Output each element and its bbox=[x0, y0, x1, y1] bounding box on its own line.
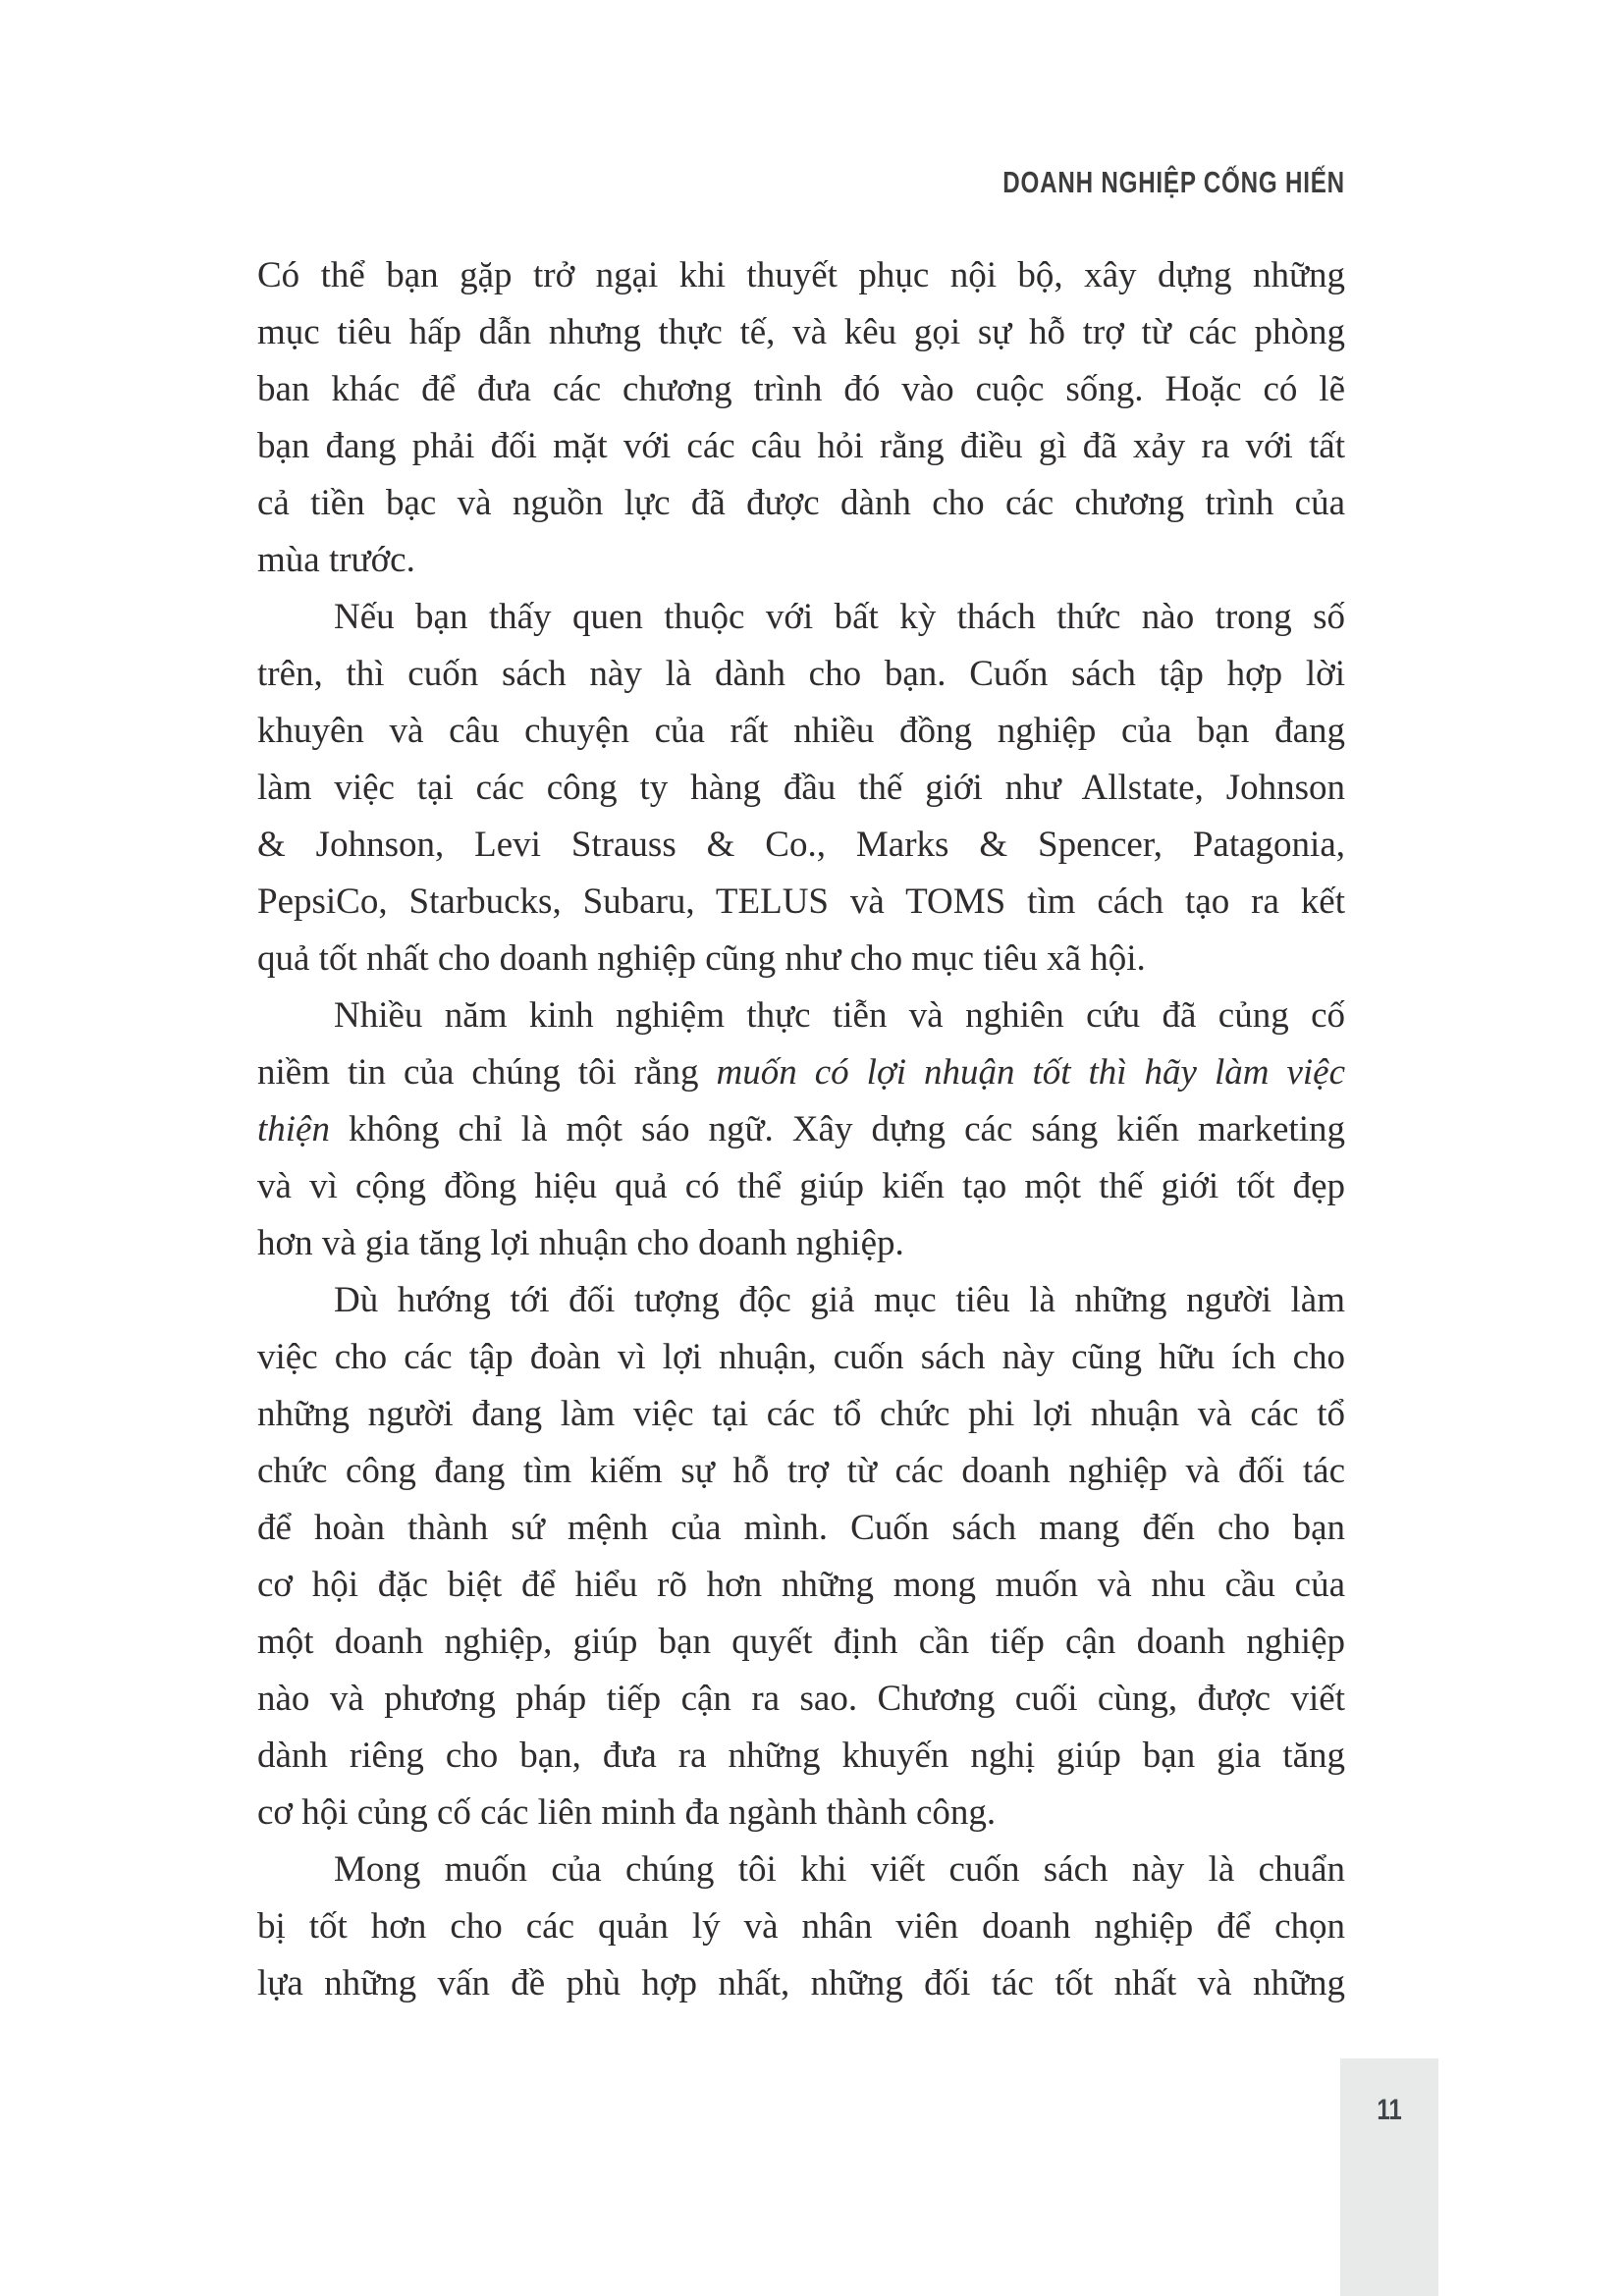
text-line: một doanh nghiệp, giúp bạn quyết định cần tiếp cận doanh nghiệp bbox=[257, 1622, 1345, 1662]
body-text bbox=[257, 247, 1345, 2012]
text-line: Dù hướng tới đối tượng độc giả mục tiêu là những người làm bbox=[334, 1280, 1345, 1320]
text-line: trên, thì cuốn sách này là dành cho bạn. Cuốn sách tập hợp lời bbox=[257, 654, 1345, 694]
text-line: cả tiền bạc và nguồn lực đã được dành cho các chương trình của bbox=[257, 483, 1345, 523]
text-line: khuyên và câu chuyện của rất nhiều đồng nghiệp của bạn đang bbox=[257, 711, 1345, 751]
text-line: những người đang làm việc tại các tổ chức phi lợi nhuận và các tổ bbox=[257, 1394, 1345, 1434]
text-line: để hoàn thành sứ mệnh của mình. Cuốn sách mang đến cho bạn bbox=[257, 1508, 1345, 1548]
text-line: Mong muốn của chúng tôi khi viết cuốn sách này là chuẩn bbox=[334, 1849, 1345, 1890]
text-line: thiện không chỉ là một sáo ngữ. Xây dựng các sáng kiến marketing bbox=[257, 1109, 1345, 1149]
text-line: nào và phương pháp tiếp cận ra sao. Chương cuối cùng, được viết bbox=[257, 1679, 1345, 1719]
text-line: chức công đang tìm kiếm sự hỗ trợ từ các doanh nghiệp và đối tác bbox=[257, 1451, 1345, 1491]
text-line: Nếu bạn thấy quen thuộc với bất kỳ thách thức nào trong số bbox=[334, 597, 1345, 637]
text-line: mục tiêu hấp dẫn nhưng thực tế, và kêu gọi sự hỗ trợ từ các phòng bbox=[257, 312, 1345, 352]
page-number: 11 bbox=[1377, 2094, 1402, 2126]
text-line: & Johnson, Levi Strauss & Co., Marks & Spencer, Patagonia, bbox=[257, 825, 1345, 865]
text-line: PepsiCo, Starbucks, Subaru, TELUS và TOMS tìm cách tạo ra kết bbox=[257, 881, 1345, 922]
text-line: bạn đang phải đối mặt với các câu hỏi rằng điều gì đã xảy ra với tất bbox=[257, 426, 1345, 466]
text-line: niềm tin của chúng tôi rằng muốn có lợi nhuận tốt thì hãy làm việc bbox=[257, 1052, 1345, 1093]
text-line: và vì cộng đồng hiệu quả có thể giúp kiến tạo một thế giới tốt đẹp bbox=[257, 1166, 1345, 1206]
text-line: lựa những vấn đề phù hợp nhất, những đối tác tốt nhất và những bbox=[257, 1963, 1345, 2003]
text-line: bị tốt hơn cho các quản lý và nhân viên doanh nghiệp để chọn bbox=[257, 1906, 1345, 1947]
text-line: làm việc tại các công ty hàng đầu thế giới như Allstate, Johnson bbox=[257, 768, 1345, 808]
running-header-title: DOANH NGHIỆP CỐNG HIẾN bbox=[1002, 165, 1345, 199]
text-line: ban khác để đưa các chương trình đó vào cuộc sống. Hoặc có lẽ bbox=[257, 369, 1345, 409]
text-line: hơn và gia tăng lợi nhuận cho doanh nghiệp. bbox=[257, 1223, 904, 1263]
text-line: Có thể bạn gặp trở ngại khi thuyết phục nội bộ, xây dựng những bbox=[257, 255, 1345, 295]
text-line: cơ hội củng cố các liên minh đa ngành thành công. bbox=[257, 1792, 997, 1833]
page-number-tab bbox=[1340, 2058, 1438, 2296]
text-line: cơ hội đặc biệt để hiểu rõ hơn những mong muốn và nhu cầu của bbox=[257, 1565, 1345, 1605]
text-line: Nhiều năm kinh nghiệm thực tiễn và nghiên cứu đã củng cố bbox=[334, 995, 1345, 1036]
text-line: quả tốt nhất cho doanh nghiệp cũng như cho mục tiêu xã hội. bbox=[257, 938, 1146, 979]
text-line: việc cho các tập đoàn vì lợi nhuận, cuốn sách này cũng hữu ích cho bbox=[257, 1337, 1345, 1377]
text-line: dành riêng cho bạn, đưa ra những khuyến nghị giúp bạn gia tăng bbox=[257, 1735, 1345, 1776]
text-line: mùa trước. bbox=[257, 540, 415, 580]
